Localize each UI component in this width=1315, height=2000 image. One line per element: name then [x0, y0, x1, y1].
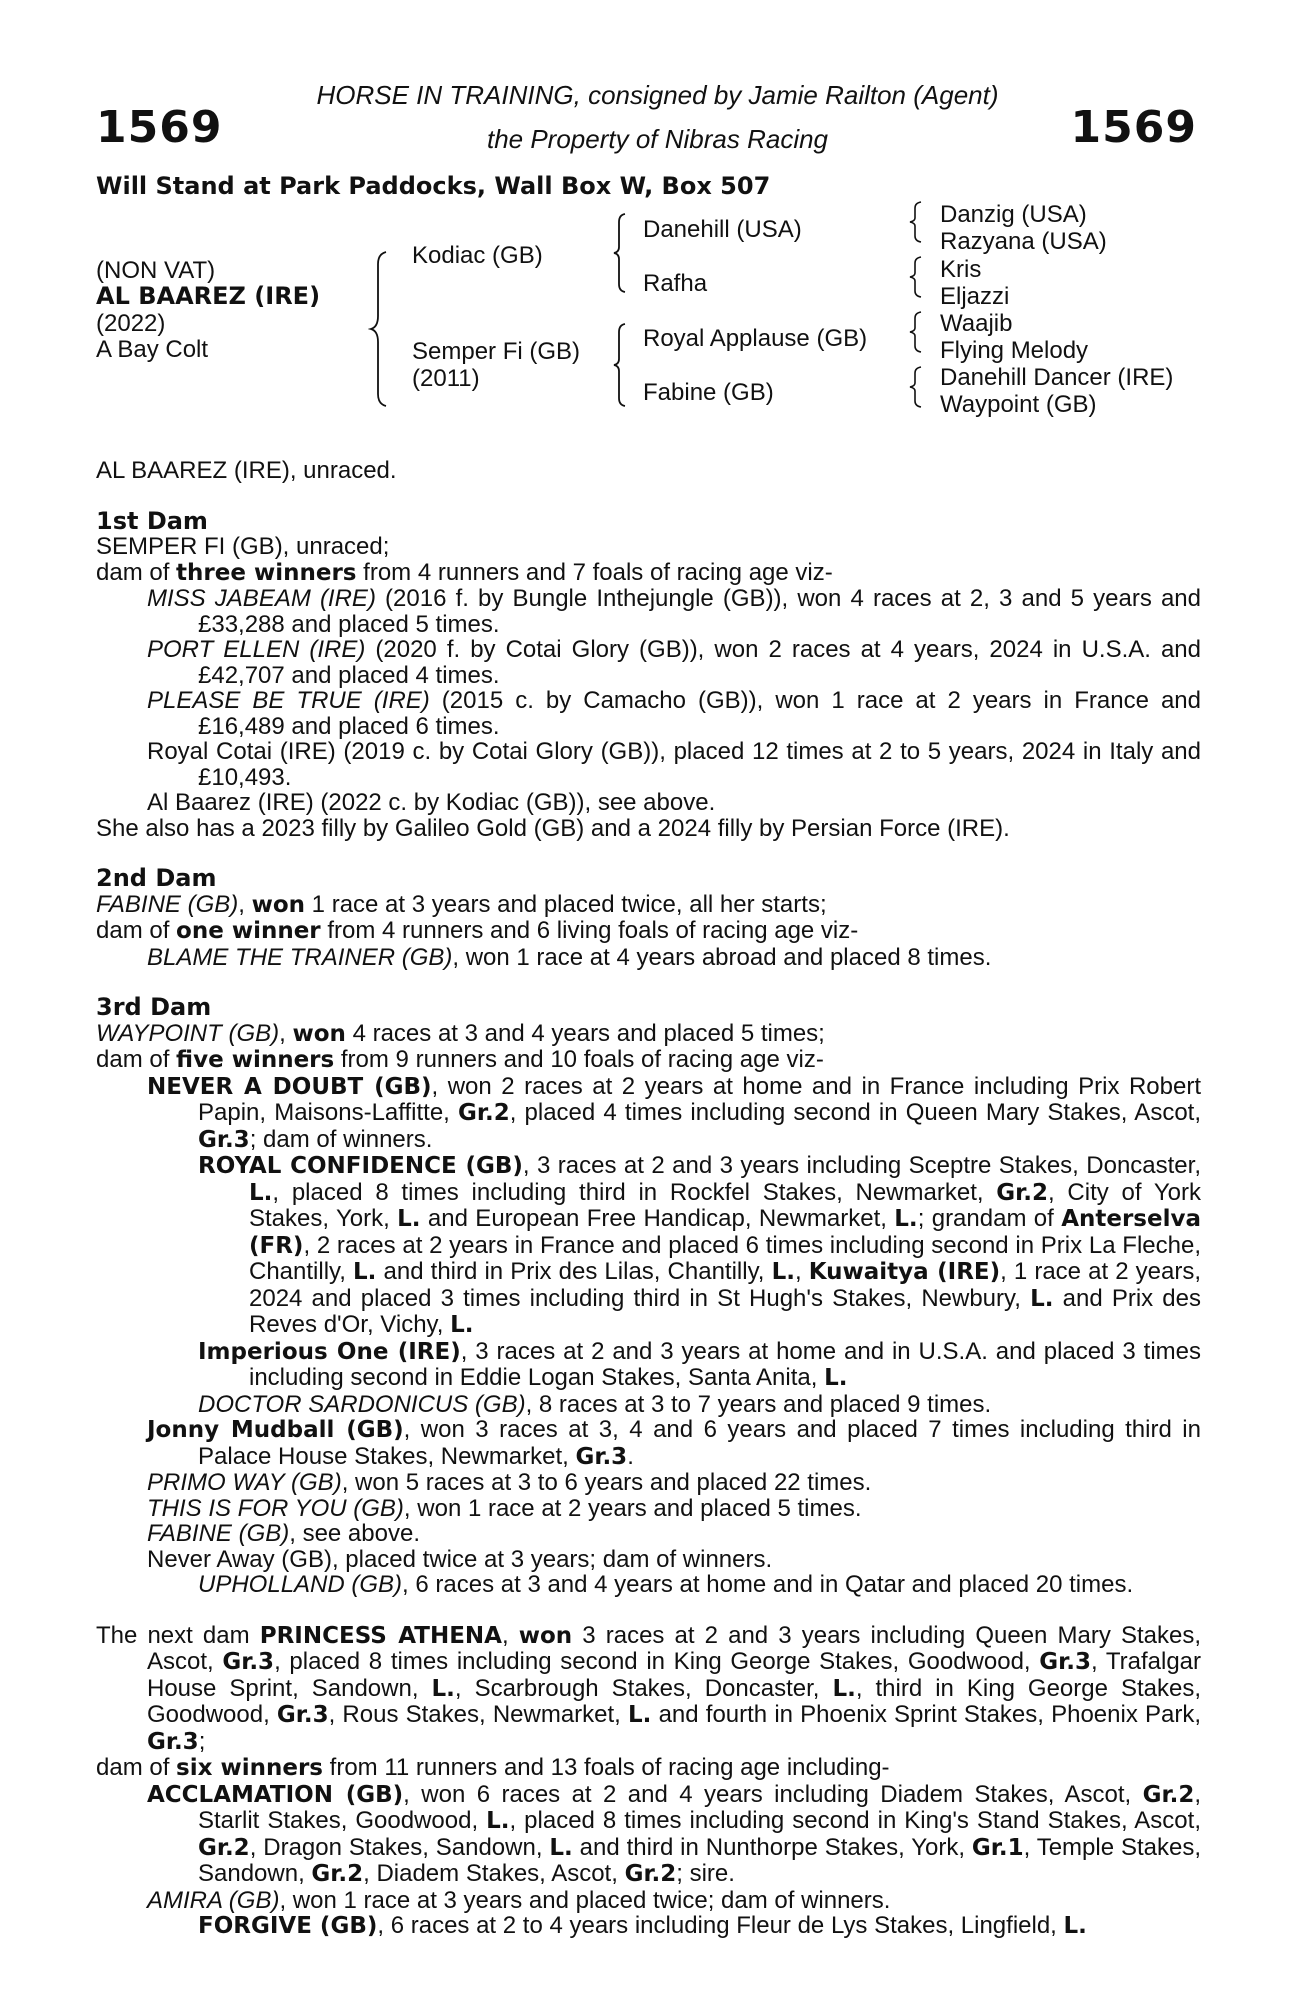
third-dam-summary [96, 1047, 1201, 1074]
bold-text: Gr.3 [198, 1126, 250, 1153]
italic-text: UPHOLLAND (GB) [198, 1571, 403, 1598]
text-run: . [627, 1442, 634, 1470]
text-run: , 6 races at 2 to 4 years including Fleur de Lys Stakes, Lingfield, [377, 1912, 1064, 1939]
bold-text: L. [486, 1808, 510, 1834]
pedigree-g4: Eljazzi [940, 283, 1010, 310]
bold-text: L. [832, 1675, 856, 1702]
pedigree-g3: Kris [940, 256, 982, 283]
text-run: , City of York Stakes, York, [249, 1178, 1201, 1232]
italic-text: MISS JABEAM (IRE) [147, 585, 376, 612]
bold-text: Gr.2 [1142, 1781, 1195, 1808]
text-run: , Temple Stakes, Sandown, [198, 1833, 1201, 1887]
next-dam-line [96, 1623, 1201, 1756]
text-run: ; sire. [676, 1860, 735, 1887]
italic-text: AMIRA (GB) [147, 1886, 280, 1914]
vat-status: (NON VAT) [96, 257, 216, 284]
produce-entry [96, 1547, 1201, 1573]
text-run: (2015 c. by Camacho (GB)), won 1 race at 2 years in France and £16,489 and placed 6 times. [198, 687, 1201, 740]
italic-text: WAYPOINT (GB) [96, 1019, 280, 1047]
text-run: 4 races at 3 and 4 years and placed 5 times; [345, 1019, 825, 1047]
text-run: ; dam of winners. [249, 1125, 433, 1153]
pedigree-g2: Razyana (USA) [940, 228, 1107, 255]
text-run: , third in King George Stakes, Goodwood, [147, 1674, 1202, 1728]
produce-entry [96, 1470, 1201, 1496]
text-run: 3 races at 2 and 3 years including Queen Mary Stakes, Ascot, [147, 1621, 1201, 1675]
next-dam-summary [96, 1755, 1201, 1782]
pedigree-brace-main [368, 250, 390, 408]
text-run: from 4 runners and 7 foals of racing age viz- [356, 558, 833, 586]
text-run: , [501, 1621, 519, 1649]
bold-text: L. [824, 1365, 848, 1391]
pedigree-brace-g2 [908, 255, 924, 299]
italic-text: THIS IS FOR YOU (GB) [147, 1494, 404, 1522]
text-run: and European Free Handicap, Newmarket, [420, 1205, 895, 1232]
bold-text: Gr.3 [276, 1702, 329, 1728]
bold-text: L. [1063, 1913, 1087, 1939]
text-run: , 1 race at 2 years, 2024 and placed 3 times including third in St Hugh's Stakes, Newbury, [249, 1258, 1202, 1312]
text-run: dam of [96, 1754, 177, 1781]
horse-name: AL BAAREZ (IRE) [96, 282, 321, 310]
bold-text: Imperious One (IRE) [198, 1338, 461, 1365]
pedigree-sire-sire: Danehill (USA) [643, 216, 802, 243]
third-dam-heading: 3rd Dam [96, 993, 212, 1021]
text-run: , won 1 race at 3 years and placed twice; dam of winners. [279, 1886, 891, 1914]
text-run: (2016 f. by Bungle Inthejungle (GB)), won 4 races at 2, 3 and 5 years and £33,288 and placed 5 times. [198, 585, 1201, 638]
text-run: and third in Prix des Lilas, Chantilly, [376, 1258, 772, 1285]
bold-text: won [292, 1020, 346, 1047]
bold-text: Kuwaitya (IRE) [808, 1259, 1001, 1285]
produce-entry [96, 1153, 1201, 1339]
text-run: SEMPER FI (GB), unraced; [96, 533, 390, 560]
horse-description: A Bay Colt [96, 336, 209, 363]
pedigree-sire: Kodiac (GB) [412, 242, 543, 269]
first-dam-note [96, 816, 1201, 842]
horse-year: (2022) [96, 310, 166, 337]
text-run: (2020 f. by Cotai Glory (GB)), won 2 races at 4 years, 2024 in U.S.A. and £42,707 and placed 4 times. [198, 636, 1202, 689]
text-run: , 6 races at 3 and 4 years at home and in Qatar and placed 20 times. [402, 1571, 1134, 1598]
text-run: , won 2 races at 2 years at home and in France including Prix Robert Papin, Maisons-Laffitte, [198, 1072, 1202, 1126]
text-run: ; [198, 1727, 206, 1755]
consignment-line: HORSE IN TRAINING, consigned by Jamie Railton (Agent) [316, 80, 999, 110]
bold-text: Gr.3 [222, 1649, 275, 1675]
italic-text: FABINE (GB) [147, 1520, 290, 1547]
pedigree-g6: Flying Melody [940, 337, 1089, 364]
text-run: , [794, 1258, 809, 1285]
italic-text: FABINE (GB) [96, 890, 239, 918]
produce-entry [96, 688, 1201, 739]
italic-text: PORT ELLEN (IRE) [147, 636, 366, 663]
text-run: ; grandam of [917, 1205, 1062, 1232]
text-run: , [279, 1019, 293, 1047]
bold-text: Gr.2 [311, 1861, 364, 1887]
text-run: Royal Cotai (IRE) (2019 c. by Cotai Glory (GB)), placed 12 times at 2 to 5 years, 2024 in Italy and £10,493. [147, 738, 1201, 791]
bold-text: ACCLAMATION (GB) [147, 1781, 404, 1808]
bold-text: Gr.3 [147, 1728, 199, 1755]
text-run: , Trafalgar House Sprint, Sandown, [147, 1648, 1202, 1702]
bold-text: ROYAL CONFIDENCE (GB) [198, 1153, 523, 1179]
text-run: Al Baarez (IRE) (2022 c. by Kodiac (GB)), see above. [147, 789, 716, 816]
bold-text: Jonny Mudball (GB) [147, 1417, 404, 1443]
property-line: the Property of Nibras Racing [486, 124, 829, 154]
text-run: dam of [96, 558, 177, 586]
first-dam-summary [96, 560, 1201, 587]
first-dam-heading: 1st Dam [96, 506, 208, 535]
second-dam-summary [96, 918, 1201, 945]
text-run: , Diadem Stakes, Ascot, [363, 1860, 625, 1887]
second-dam-line [96, 892, 1201, 919]
text-run: , won 1 race at 4 years abroad and placed 8 times. [452, 943, 992, 971]
text-run: dam of [96, 1046, 177, 1073]
stand-location: Will Stand at Park Paddocks, Wall Box W, Box 507 [96, 172, 771, 200]
bold-text: FORGIVE (GB) [198, 1913, 378, 1939]
bold-text: won [518, 1622, 573, 1649]
produce-entry [96, 586, 1201, 637]
text-run: , Rous Stakes, Newmarket, [328, 1701, 629, 1728]
lot-number-left: 1569 [96, 102, 223, 153]
italic-text: PRIMO WAY (GB) [147, 1469, 342, 1496]
produce-entry [96, 1339, 1201, 1392]
pedigree-g5: Waajib [940, 310, 1013, 337]
bold-text: six winners [176, 1755, 323, 1781]
bold-text: Gr.3 [1039, 1649, 1091, 1675]
text-run: , Scarbrough Stakes, Doncaster, [454, 1674, 833, 1702]
produce-entry [96, 1521, 1201, 1547]
bold-text: Gr.3 [575, 1443, 628, 1470]
produce-entry [96, 1496, 1201, 1522]
text-run: She also has a 2023 filly by Galileo Gold (GB) and a 2024 filly by Persian Force (IRE). [96, 814, 1010, 842]
produce-entry [96, 1888, 1201, 1914]
produce-entry [96, 790, 1201, 816]
text-run: and fourth in Phoenix Sprint Stakes, Phoenix Park, [651, 1701, 1202, 1728]
section-gap [96, 1598, 1201, 1623]
bold-text: Anterselva (FR) [249, 1206, 1201, 1259]
pedigree-dam-dam: Fabine (GB) [643, 379, 774, 406]
bold-text: won [251, 891, 306, 918]
bold-text: Gr.2 [996, 1179, 1048, 1206]
second-dam-heading: 2nd Dam [96, 864, 217, 892]
text-run: from 9 runners and 10 foals of racing age viz- [334, 1046, 824, 1073]
text-run: , see above. [289, 1520, 420, 1547]
text-run: , Starlit Stakes, Goodwood, [198, 1780, 1202, 1834]
pedigree-g8: Waypoint (GB) [940, 391, 1097, 418]
pedigree-brace-g3 [908, 310, 924, 354]
bold-text: Gr.2 [458, 1100, 510, 1126]
text-run: from 11 runners and 13 foals of racing age including- [322, 1754, 890, 1781]
bold-text: L. [771, 1259, 795, 1285]
text-run: , won 3 races at 3, 4 and 6 years and placed 7 times including third in Palace House Stakes, Newmarket, [198, 1416, 1201, 1470]
bold-text: L. [397, 1206, 421, 1232]
text-run: 1 race at 3 years and placed twice, all her starts; [305, 890, 827, 918]
text-run: , 3 races at 2 and 3 years at home and in U.S.A. and placed 3 times including second in Eddie Logan Stakes, Santa Anita, [249, 1337, 1201, 1391]
text-run: , won 1 race at 2 years and placed 5 times. [403, 1494, 862, 1522]
produce-record [96, 458, 1201, 1940]
first-dam-line [96, 534, 1201, 560]
bold-text: L. [894, 1206, 918, 1232]
pedigree-brace-sire [612, 212, 628, 294]
text-run: , Dragon Stakes, Sandown, [249, 1833, 550, 1861]
produce-entry [96, 1913, 1201, 1940]
produce-entry [96, 1782, 1201, 1888]
bold-text: Gr.2 [198, 1834, 250, 1861]
bold-text: L. [628, 1702, 652, 1728]
lot-number-right: 1569 [1070, 102, 1197, 153]
text-run: and third in Nunthorpe Stakes, York, [572, 1833, 972, 1861]
text-run: , 2 races at 2 years in France and placed 6 times including second in Prix La Fleche, Chantilly, [249, 1231, 1201, 1285]
horse-summary: AL BAAREZ (IRE), unraced. [96, 457, 397, 484]
text-run: The next dam [96, 1621, 260, 1649]
pedigree-dam: Semper Fi (GB) [412, 338, 581, 365]
text-run: , 3 races at 2 and 3 years including Sceptre Stakes, Doncaster, [522, 1152, 1201, 1179]
text-run: , placed 8 times including third in Rockfel Stakes, Newmarket, [272, 1178, 997, 1206]
italic-text: PLEASE BE TRUE (IRE) [147, 687, 430, 714]
produce-entry [96, 1572, 1201, 1598]
bold-text: one winner [176, 918, 321, 944]
text-run: , placed 4 times including second in Queen Mary Stakes, Ascot, [509, 1099, 1201, 1126]
bold-text: Gr.2 [624, 1861, 677, 1887]
pedigree-g7: Danehill Dancer (IRE) [940, 364, 1174, 391]
bold-text: L. [1030, 1285, 1054, 1312]
text-run: from 4 runners and 6 living foals of racing age viz- [320, 917, 859, 944]
produce-entry [96, 1074, 1201, 1154]
bold-text: three winners [176, 559, 357, 586]
italic-text: BLAME THE TRAINER (GB) [147, 943, 453, 971]
text-run: , [238, 890, 252, 918]
third-dam-line [96, 1021, 1201, 1048]
produce-entry [96, 1392, 1201, 1418]
text-run: , won 6 races at 2 and 4 years including Diadem Stakes, Ascot, [403, 1780, 1143, 1808]
text-run: dam of [96, 917, 177, 944]
text-run: , 8 races at 3 to 7 years and placed 9 times. [525, 1390, 992, 1418]
italic-text: DOCTOR SARDONICUS (GB) [198, 1390, 526, 1418]
pedigree-g1: Danzig (USA) [940, 201, 1087, 228]
bold-text: L. [249, 1179, 273, 1206]
text-run: , placed 8 times including second in King's Stand Stakes, Ascot, [509, 1807, 1201, 1834]
bold-text: PRINCESS ATHENA [259, 1622, 502, 1649]
produce-entry [96, 1417, 1201, 1470]
bold-text: five winners [176, 1047, 335, 1073]
pedigree-dam-year: (2011) [412, 365, 480, 392]
pedigree-brace-dam [612, 322, 628, 408]
produce-entry [96, 637, 1201, 688]
produce-entry [96, 739, 1201, 790]
bold-text: L. [549, 1834, 573, 1861]
text-run: , won 5 races at 3 to 6 years and placed 22 times. [341, 1469, 872, 1496]
produce-entry [96, 945, 1201, 971]
bold-text: L. [353, 1259, 377, 1285]
pedigree-brace-g4 [908, 365, 924, 409]
pedigree-brace-g1 [908, 200, 924, 244]
pedigree-sire-dam: Rafha [643, 270, 708, 297]
text-run: , placed 8 times including second in King George Stakes, Goodwood, [274, 1648, 1040, 1675]
pedigree-dam-sire: Royal Applause (GB) [643, 325, 868, 352]
text-run: and Prix des Reves d'Or, Vichy, [249, 1284, 1202, 1338]
text-run: Never Away (GB), placed twice at 3 years; dam of winners. [147, 1545, 773, 1573]
bold-text: NEVER A DOUBT (GB) [147, 1073, 432, 1100]
bold-text: Gr.1 [971, 1834, 1024, 1861]
bold-text: L. [431, 1675, 455, 1702]
bold-text: L. [450, 1312, 474, 1338]
